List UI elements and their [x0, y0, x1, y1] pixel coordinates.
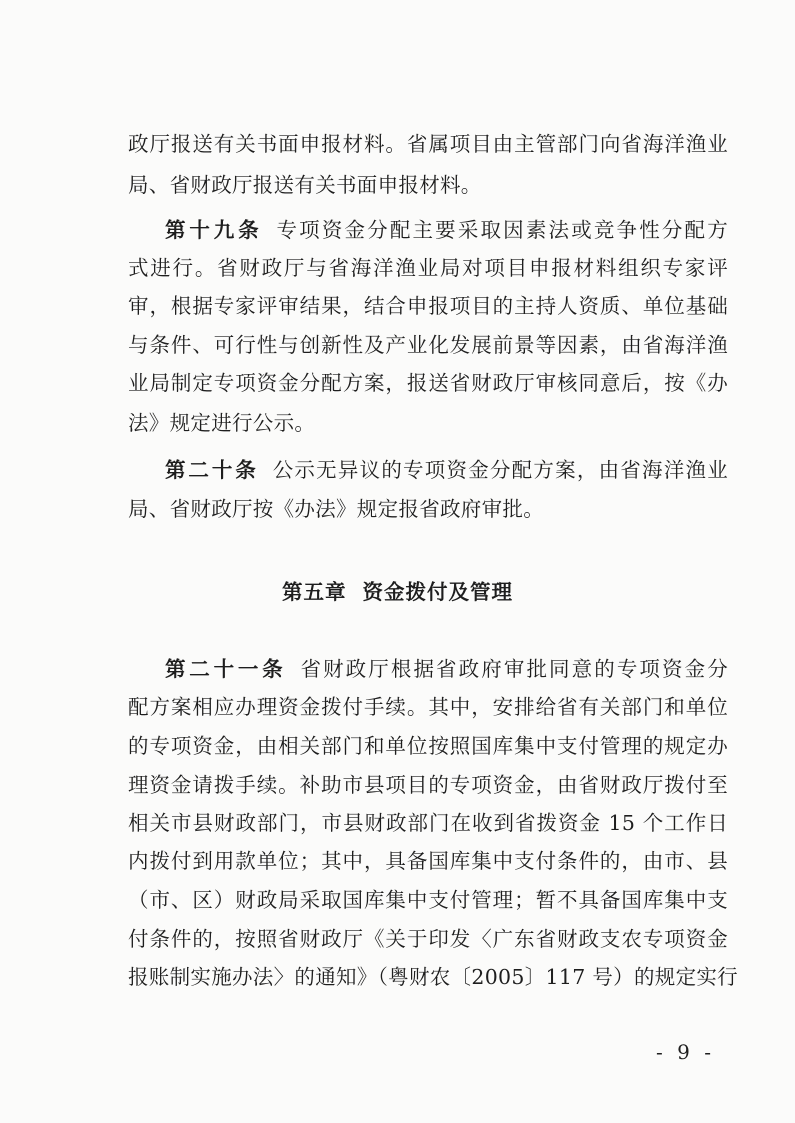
text-line: 公示无异议的专项资金分配方案，由省海洋渔业: [272, 458, 728, 482]
text-line: 法》规定进行公示。: [128, 411, 316, 435]
text-line: （市、区）财政局采取国库集中支付管理；暂不具备国库集中支: [128, 888, 728, 912]
article-21-first-line: [165, 654, 728, 684]
text-line: 式进行。省财政厅与省海洋渔业局对项目申报材料组织专家评: [128, 256, 728, 280]
text-line: 付条件的，按照省财政厅《关于印发〈广东省财政支农专项资金: [128, 927, 728, 951]
chapter-heading: [0, 575, 795, 605]
text-line: 业局制定专项资金分配方案，报送省财政厅审核同意后，按《办: [128, 371, 728, 395]
text-line: 的专项资金，由相关部门和单位按照国库集中支付管理的规定办: [128, 734, 728, 758]
chapter-title: 资金拨付及管理: [362, 580, 513, 604]
text-line: 内拨付到用款单位；其中，具备国库集中支付条件的，由市、县: [128, 849, 728, 873]
chapter-number: 第五章: [282, 580, 347, 604]
text-line: 局、省财政厅报送有关书面申报材料。: [128, 173, 482, 197]
article-21-label: 第二十一条: [165, 657, 287, 681]
text-line: 局、省财政厅按《办法》规定报省政府审批。: [128, 497, 544, 521]
text-line: 与条件、可行性与创新性及产业化发展前景等因素，由省海洋渔: [128, 333, 728, 357]
article-19-label: 第十九条: [165, 218, 263, 242]
article-20-first-line: [165, 455, 728, 485]
article-20-label: 第二十条: [165, 458, 259, 482]
text-line: 相关市县财政部门，市县财政部门在收到省拨资金 15 个工作日: [128, 811, 728, 835]
text-line: 报账制实施办法〉的通知》（粤财农〔2005〕117 号）的规定实行: [128, 965, 738, 989]
text-line: 政厅报送有关书面申报材料。省属项目由主管部门向省海洋渔业: [128, 132, 728, 156]
text-line: 审，根据专家评审结果，结合申报项目的主持人资质、单位基础: [128, 294, 728, 318]
text-line: 专项资金分配主要采取因素法或竞争性分配方: [276, 218, 729, 242]
text-line: 理资金请拨手续。补助市县项目的专项资金，由省财政厅拨付至: [128, 773, 728, 797]
page-number: - 9 -: [656, 1040, 715, 1064]
article-19-first-line: [165, 215, 728, 245]
text-line: 省财政厅根据省政府审批同意的专项资金分: [300, 657, 729, 681]
text-line: 配方案相应办理资金拨付手续。其中，安排给省有关部门和单位: [128, 695, 728, 719]
